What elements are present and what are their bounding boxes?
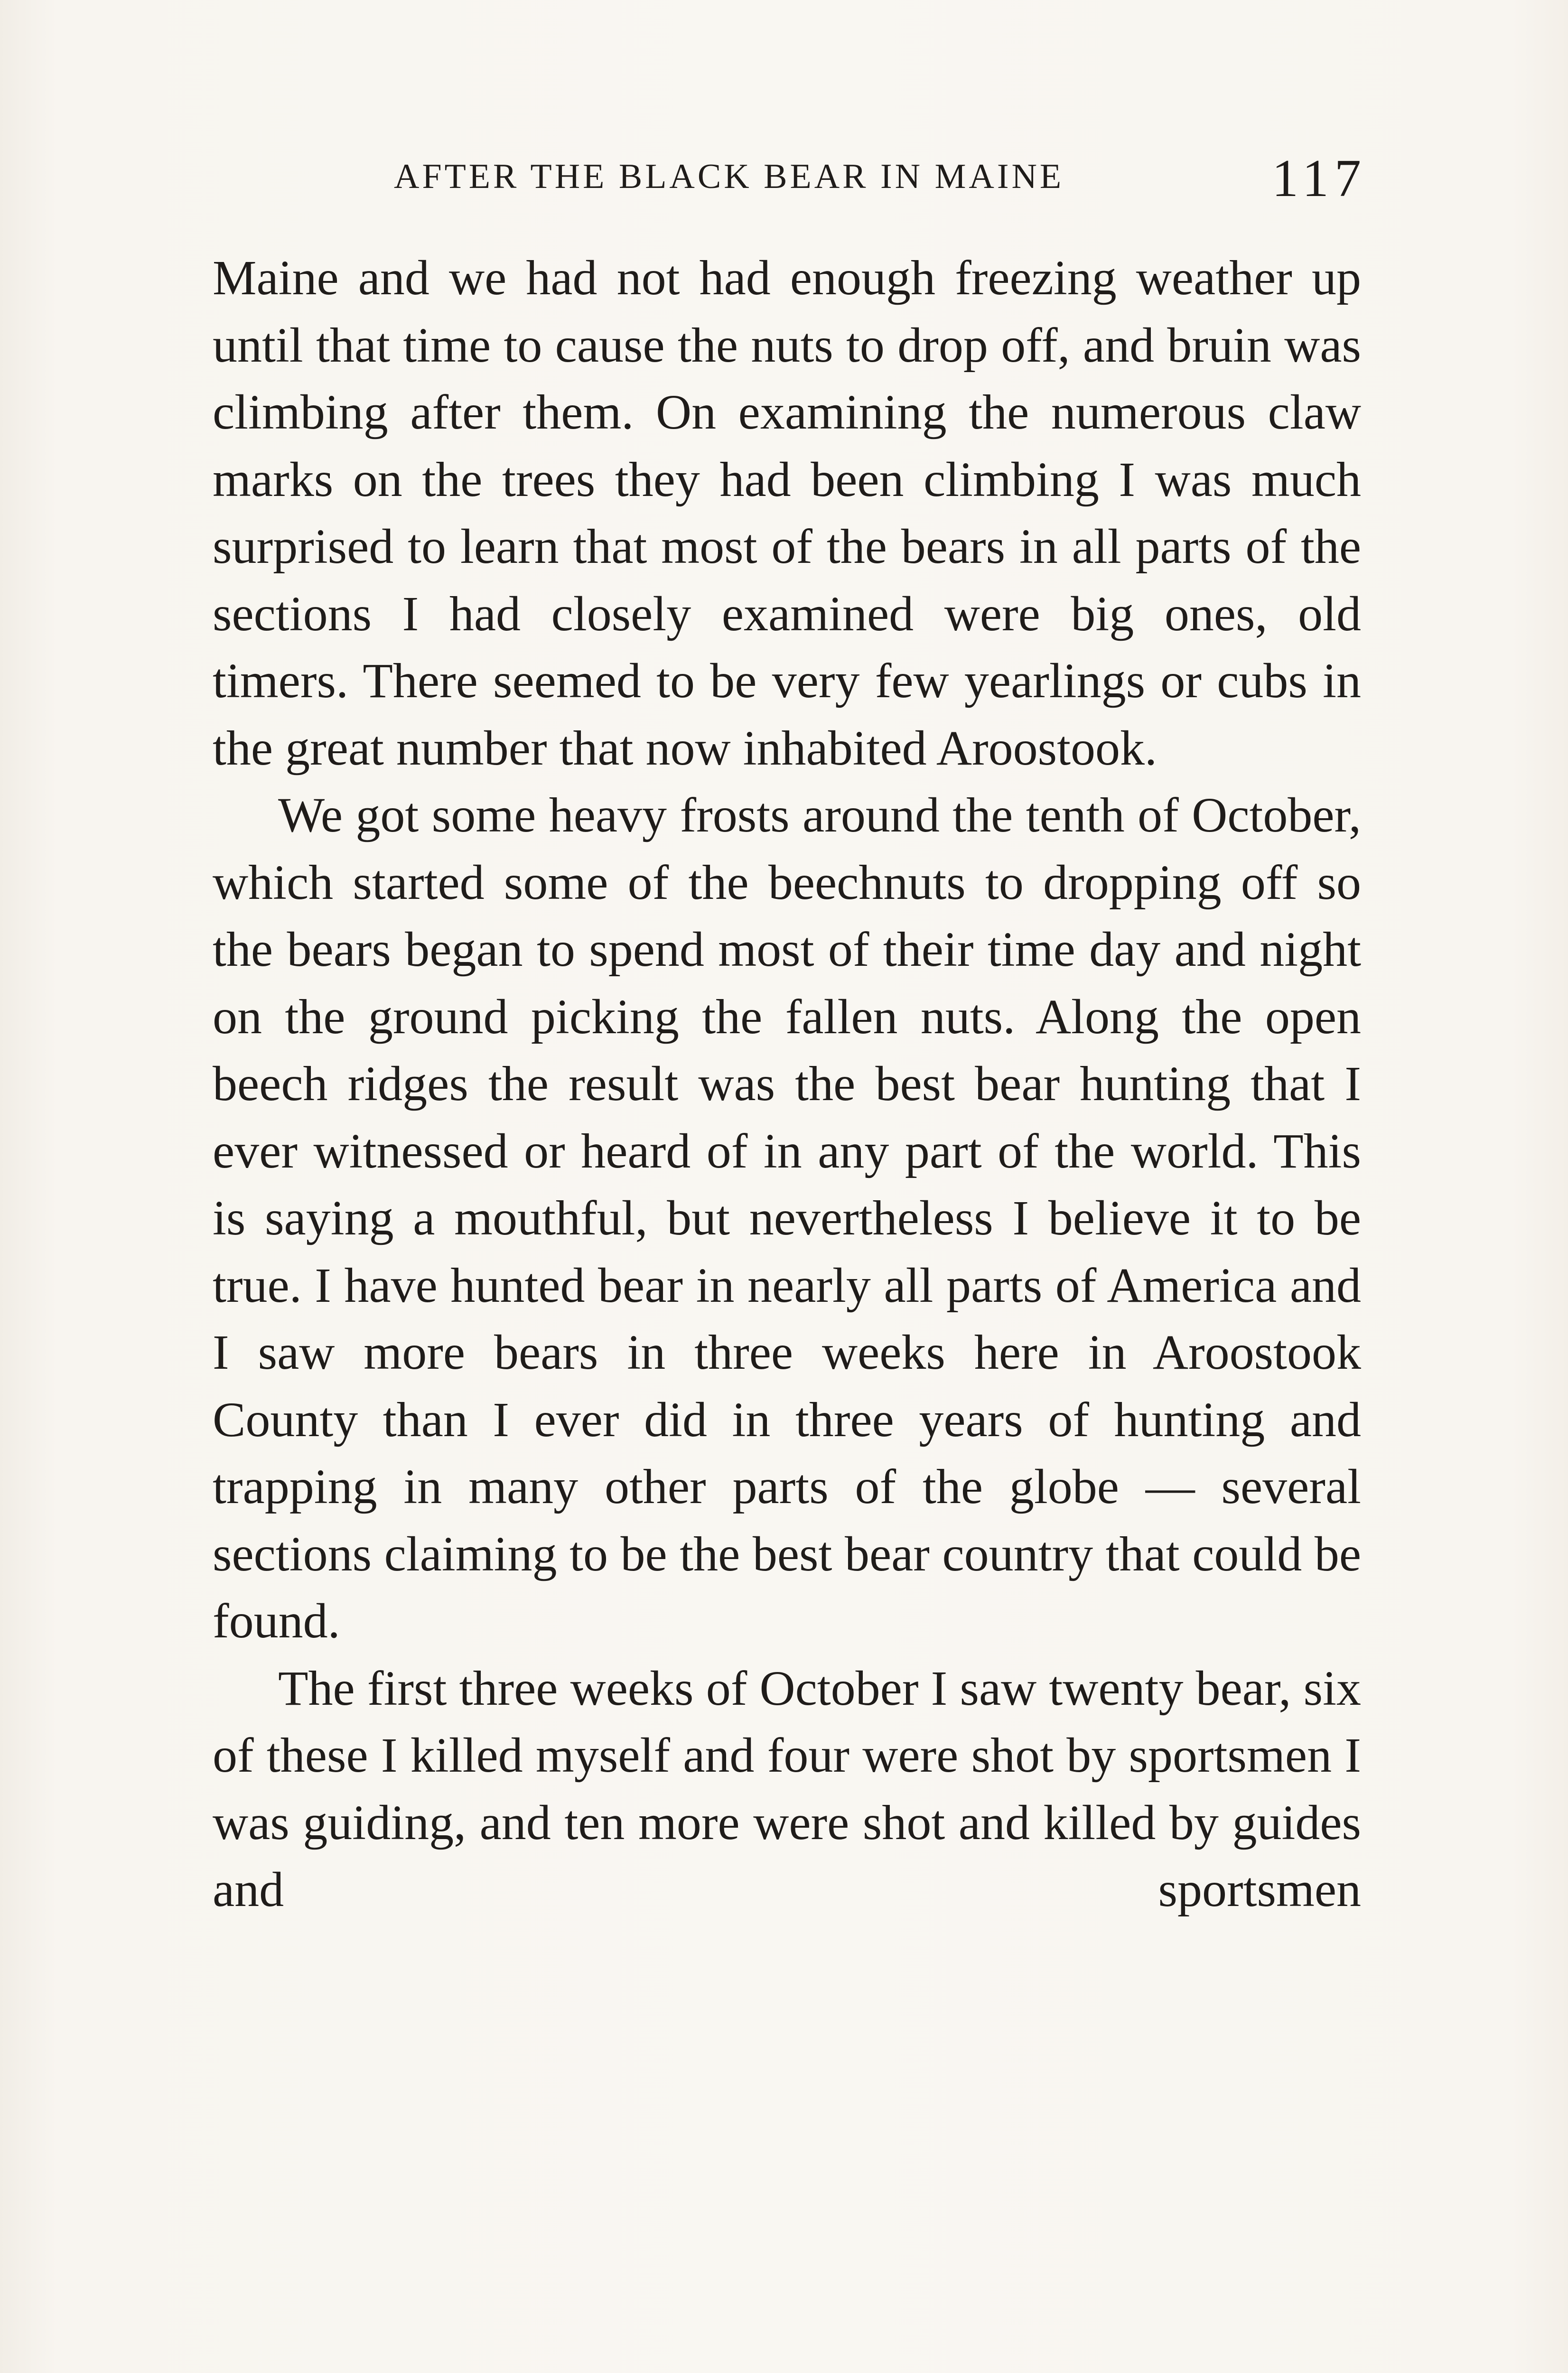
paragraph-2: We got some heavy frosts around the tenth of October, which started some of the beechnuts to dropping off so the bears began to spend most of their time day and night on the ground picking the fallen nuts. Along the open beech ridges the result was the best bear hunting that I ever witnessed or heard of in any part of the world. This is saying a mouthful, but nevertheless I believe it to be true. I have hunted bear in nearly all parts of America and I saw more bears in three weeks here in Aroostook County than I ever did in three years of hunting and trapping in many other parts of the globe — several sections claiming to be the best bear country that could be found. [213,788,1361,1648]
body-text [213,244,1361,1924]
running-head: AFTER THE BLACK BEAR IN MAINE [394,157,1064,196]
page-number: 117 [1272,149,1367,208]
paragraph-1: Maine and we had not had enough freezing weather up until that time to cause the nuts to drop off, and bruin was climbing after them. On examining the numerous claw marks on the trees they had been climbing I was much surprised to learn that most of the bears in all parts of the sections I had closely examined were big ones, old timers. There seemed to be very few yearlings or cubs in the great number that now inhabited Aroostook. [213,251,1361,775]
paragraph-3: The first three weeks of October I saw twenty bear, six of these I killed myself and four were shot by sportsmen I was guiding, and ten more were shot and killed by guides and sportsmen [213,1661,1361,1917]
